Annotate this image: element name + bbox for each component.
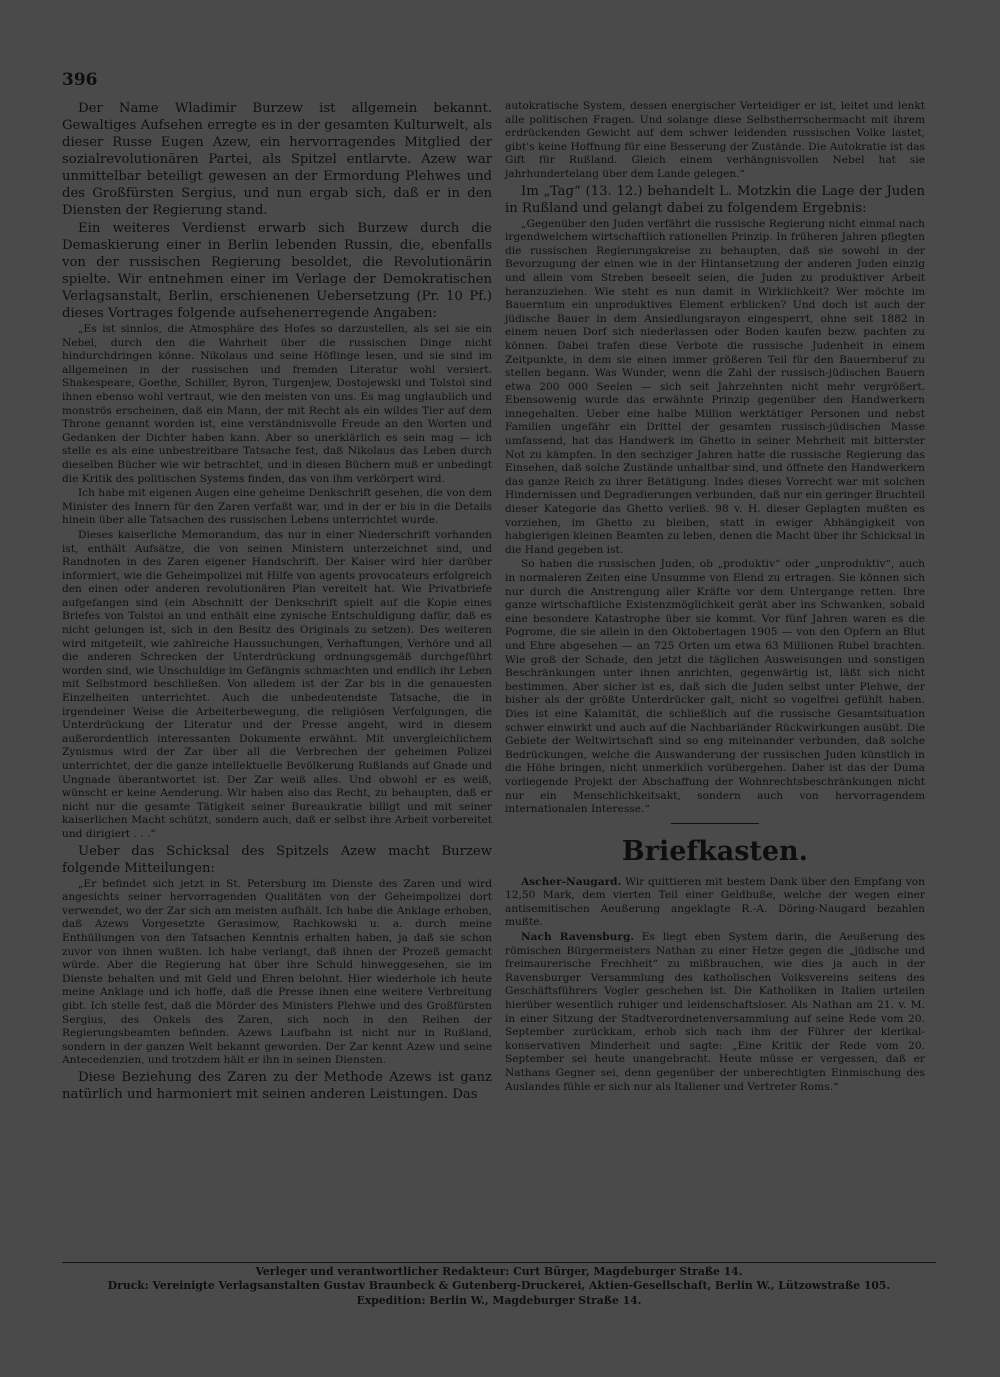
- briefkasten-heading: Briefkasten.: [621, 835, 809, 867]
- article-paragraph: Im „Tag“ (13. 12.) behandelt L. Motzkin die Lage der Juden in Rußland und gelangt dabei zu folgendem Ergebnis:: [505, 183, 925, 216]
- article-paragraph: Der Name Wladimir Burzew ist allgemein bekannt. Gewaltiges Aufsehen erregte es in der gesamten Kulturwelt, als dieser Russe Eugen Azew, ein hervorragendes Mitglied der sozialrevolutionären Partei, als Spitzel entlarvte. Azew war unmittelbar beteiligt gewesen an der Ermordung Plehwes und des Großfürsten Sergius, und nun ergab sich, daß er in den Diensten der Regierung stand.: [62, 101, 492, 218]
- section-divider: [671, 823, 759, 824]
- quote-paragraph: Dieses kaiserliche Memorandum, das nur in einer Niederschrift vorhanden ist, enthält Aufsätze, die von seinen Ministern unterzeichnet sind, und Randnoten in des Zaren eigener Handschrift. Der Kaiser wird hier darüber informiert, wie die Geheimpolizei mit Hilfe von agents provocateurs erfolgreich den einen oder anderen revolutionären Plan vereitelt hat. Wie Privatbriefe aufgefangen sind (ein Abschnitt der Denkschrift spielt auf die Kopie eines Briefes von Tolstoi an und enthält eine zynische Entschuldigung dafür, daß es nicht gelungen ist, sich in den Besitz des Originals zu setzen). Des weiteren wird mitgeteilt, wie zahlreiche Haussuchungen, Verhaftungen, Verhöre und all die anderen Schrecken der Unterdrückung ordnungsgemäß durchgeführt worden sind, wie Unschuldige im Gefängnis schmachten und endlich ihr Leben mit Selbstmord beschließen. Von alledem ist der Zar bis in die genauesten Einzelheiten unterrichtet. Auch die unbedeutendste Tatsache, die in irgendeiner Weise die Arbeiterbewegung, die religiösen Verfolgungen, die Unterdrückung der Literatur und der Presse angeht, wird in diesem außerordentlich interessanten Dokumente erwähnt. Mit unvergleichlichem Zynismus wird der Zar über all die Verbrechen der geheimen Polizei unterrichtet, der die ganze intellektuelle Bevölkerung Rußlands auf Gnade und Ungnade überantwortet ist. Der Zar weiß alles. Und obwohl er es weiß, wünscht er keine Aenderung. Wir haben also das Recht, zu behaupten, daß er nicht nur die gesamte Tätigkeit seiner Bureaukratie billigt und mit seiner kaiserlichen Macht schützt, sondern auch, daß er selbst ihre Arbeit vorbereitet und dirigiert . . .“: [62, 528, 492, 840]
- quote-paragraph: So haben die russischen Juden, ob „produktiv“ oder „unproduktiv“, auch in normaleren Zeiten eine Unsumme von Elend zu ertragen. Sie können sich nur durch die Anstrengung aller Kräfte vor dem Untergange retten. Ihre ganze wirtschaftliche Existenzmöglichkeit gerät aber ins Schwanken, sobald eine besondere Katastrophe über sie kommt. Vor fünf Jahren waren es die Pogrome, die sie allein in den Oktobertagen 1905 — von den Opfern an Blut und Ehre abgesehen — an 725 Orten um etwa 63 Millionen Rubel brachten. Wie groß der Schade, den jetzt die täglichen Ausweisungen und sonstigen Beschränkungen unter ihnen anrichten, gegenwärtig ist, läßt sich nicht bestimmen. Aber sicher ist es, daß sich die Juden selbst unter Plehwe, der bisher als der größte Unterdrücker galt, nicht so vogelfrei gefühlt haben. Dies ist eine Kalamität, die schließlich auf die russische Gesamtsituation schwer einwirkt und auch auf die Nachbarländer Rückwirkungen ausübt. Die Gebiete der Weltwirtschaft sind so eng miteinander verbunden, daß solche Bedrückungen, welche die Auswanderung der russischen Juden künstlich in die Höhe bringen, nicht unmerklich vorübergehen. Daher ist das der Duma vorliegende Projekt der Abschaffung der Wohnrechtsbeschränkungen nicht nur ein Menschlichkeitsakt, sondern auch von hervorragendem internationalen Interesse.“: [505, 558, 925, 816]
- letter-recipient: Nach Ravensburg.: [521, 931, 635, 944]
- article-paragraph: Ein weiteres Verdienst erwarb sich Burzew durch die Demaskierung einer in Berlin lebenden Russin, die, ebenfalls von der russischen Regierung besoldet, die Revolutionärin spielte. Wir entnehmen einer im Verlage der Demokratischen Verlagsanstalt, Berlin, erschienenen Uebersetzung (Pr. 10 Pf.) dieses Vortrages folgende aufsehenerregende Angaben:: [62, 221, 492, 321]
- letter-recipient: Ascher-Naugard.: [521, 875, 622, 888]
- page-number: 396: [62, 70, 98, 90]
- left-column: [62, 100, 492, 1104]
- quote-paragraph: „Er befindet sich jetzt in St. Petersburg im Dienste des Zaren und wird angesichts seiner hervorragenden Qualitäten von der Geheimpolizei dort verwendet, wo der Zar sich am meisten aufhält. Ich habe die Anklage erhoben, daß Azews Vorgesetzte Gerasimow, Rachkowski u. a. durch meine Enthüllungen von den Tatsachen Kenntnis erhalten haben, ja daß sie schon zuvor von ihnen wußten. Ich habe verlangt, daß ihnen der Prozeß gemacht würde. Aber die Regierung hat über ihre Schuld hinweggesehen, sie im Dienste behalten und mit Geld und Ehren belohnt. Hier wiederhole ich heute meine Anklage und ich hoffe, daß die Presse ihnen eine weitere Verbreitung gibt. Ich stelle fest, daß die Mörder des Ministers Plehwe und des Großfürsten Sergius, des Onkels des Zaren, sich noch in den Reihen der Regierungsbeamten befinden. Azews Laufbahn ist nicht nur in Rußland, sondern in der ganzen Welt bekannt geworden. Der Zar kennt Azew und seine Antecedenzien, und trotzdem hält er ihn in seinen Diensten.: [62, 877, 492, 1067]
- quote-paragraph: „Gegenüber den Juden verfährt die russische Regierung nicht einmal nach irgendwelchem wirtschaftlich rationellen Prinzip. In früheren Jahren pflegten die russischen Regierungskreise zu behaupten, daß sie sowohl in der Bevorzugung der einen wie in der Hintansetzung der anderen Juden einzig und allein vom Streben beseelt seien, die Juden zu produktiver Arbeit heranzuziehen. Wie steht es nun damit in Wirklichkeit? Wer möchte im Bauerntum ein unproduktives Element erblicken? Und doch ist auch der jüdische Bauer in dem Ansiedlungsrayon eingesperrt, ohne seit 1882 in einem neuen Dorf sich niederlassen oder Boden kaufen bezw. pachten zu können. Dabei trafen diese Verbote die russische Judenheit in einem Zeitpunkte, in dem sie einen immer größeren Teil für den Bauernberuf zu stellen begann. Was Wunder, wenn die Zahl der russisch-jüdischen Bauern etwa 200 000 Seelen — sich seit Jahrzehnten nicht mehr vergrößert. Ebensowenig wurde das erwähnte Prinzip gegenüber den Handwerkern innegehalten. Ueber eine halbe Million werktätiger Personen und nebst Familien ungefähr ein Drittel der gesamten russisch-jüdischen Masse umfassend, hat das Handwerk im Ghetto in seiner Mehrheit mit bitterster Not zu kämpfen. In den sechziger Jahren hatte die russische Regierung das Einsehen, daß solche Zustände unhaltbar sind, und öffnete den Handwerkern das ganze Reich zu ihrer Betätigung. Indes dieses Vorrecht war mit solchen Hindernissen und Degradierungen verbunden, daß nur ein geringer Bruchteil dieser Kategorie das Ghetto verließ. 98 v. H. dieser Geplagten mußten es vorziehen, im Ghetto zu bleiben, statt in ewiger Abhängigkeit von habgierigen kleinen Beamten zu leben, denen die Macht über ihr Schicksal in die Hand gegeben ist.: [505, 217, 925, 556]
- imprint-publisher: Verleger und verantwortlicher Redakteur: Curt Bürger, Magdeburger Straße 14.: [255, 1265, 743, 1278]
- letter-entry: [505, 931, 925, 1094]
- quote-paragraph: „Es ist sinnlos, die Atmosphäre des Hofes so darzustellen, als sei sie ein Nebel, durch den die Wahrheit über die russischen Dinge nicht hindurchdringen könne. Nikolaus und seine Höflinge lesen, und sie sind im allgemeinen in der russischen und fremden Literatur wohl versiert. Shakespeare, Goethe, Schiller, Byron, Turgenjew, Dostojewski und Tolstoi sind ihnen ebenso wohl vertraut, wie den meisten von uns. Es mag unglaublich und monströs erscheinen, daß ein Mann, der mit Recht als ein wildes Tier auf dem Throne genannt worden ist, eine verständnisvolle Freude an den Worten und Gedanken der Dichter haben kann. Aber so unerklärlich es sein mag — ich stelle es als eine unbestreitbare Tatsache fest, daß Nikolaus das Leben durch dieselben Bücher wie wir betrachtet, und in diesen Büchern muß er unbedingt die Kritik des politischen Systems finden, das von ihm verkörpert wird.: [62, 323, 492, 485]
- letter-text: Wir quittieren mit bestem Dank über den Empfang von 12,50 Mark, dem vierten Teil einer Geldbuße, welche der wegen einer antisemitischen Aeußerung angeklagte R.-A. Döring-Naugard bezahlen mußte.: [505, 875, 925, 929]
- letter-text: Es liegt eben System darin, die Aeußerung des römischen Bürgermeisters Nathan zu einer Hetze gegen die „jüdische und freimaurerische Frechheit“ zu mißbrauchen, wie dies ja auch in der Ravensburger Versammlung des katholischen Volksvereins seitens des Geschäftsführers Vogler geschehen ist. Die Katholiken in Italien urteilen hierüber wesentlich ruhiger und leidenschaftsloser. Als Nathan am 21. v. M. in einer Sitzung der Stadtverordnetenversammlung auf seine Rede vom 20. September zurückkam, erhob sich nach ihm der Führer der klerikal-konservativen Minderheit und sagte: „Eine Kritik der Rede vom 20. September sei heute unangebracht. Heute müsse er vergessen, daß er Nathans Gegner sei, denn gegenüber der unberechtigten Einmischung des Auslandes fühle er sich nur als Italiener und Vertreter Roms.“: [505, 931, 925, 1093]
- imprint-expedition: Expedition: Berlin W., Magdeburger Straße 14.: [356, 1293, 642, 1307]
- quote-paragraph: autokratische System, dessen energischer Verteidiger er ist, leitet und lenkt alle politischen Fragen. Und solange diese Selbstherrschermacht mit ihrem erdrückenden Gewicht auf dem schwer leidenden russischen Volke lastet, gibt's keine Hoffnung für eine Besserung der Zustände. Die Autokratie ist das Gift für Rußland. Gleich einem verhängnisvollen Nebel hat sie jahrhundertelang über dem Lande gelegen.“: [505, 100, 925, 180]
- letter-entry: [505, 876, 925, 930]
- quote-paragraph: Ich habe mit eigenen Augen eine geheime Denkschrift gesehen, die von dem Minister des Innern für den Zaren verfaßt war, und in der er bis in die Details hinein über alle Tatsachen des russischen Lebens unterrichtet wurde.: [62, 487, 492, 527]
- article-paragraph: Diese Beziehung des Zaren zu der Methode Azews ist ganz natürlich und harmoniert mit seinen anderen Leistungen. Das: [62, 1069, 492, 1102]
- right-column: [505, 100, 925, 1095]
- imprint-printer: Druck: Vereinigte Verlagsanstalten Gustav Braunbeck & Gutenberg-Druckerei, Aktien-Gesellschaft, Berlin W., Lützowstraße 105.: [107, 1279, 891, 1293]
- article-paragraph: Ueber das Schicksal des Spitzels Azew macht Burzew folgende Mitteilungen:: [62, 843, 492, 876]
- imprint-footer: [62, 1262, 936, 1308]
